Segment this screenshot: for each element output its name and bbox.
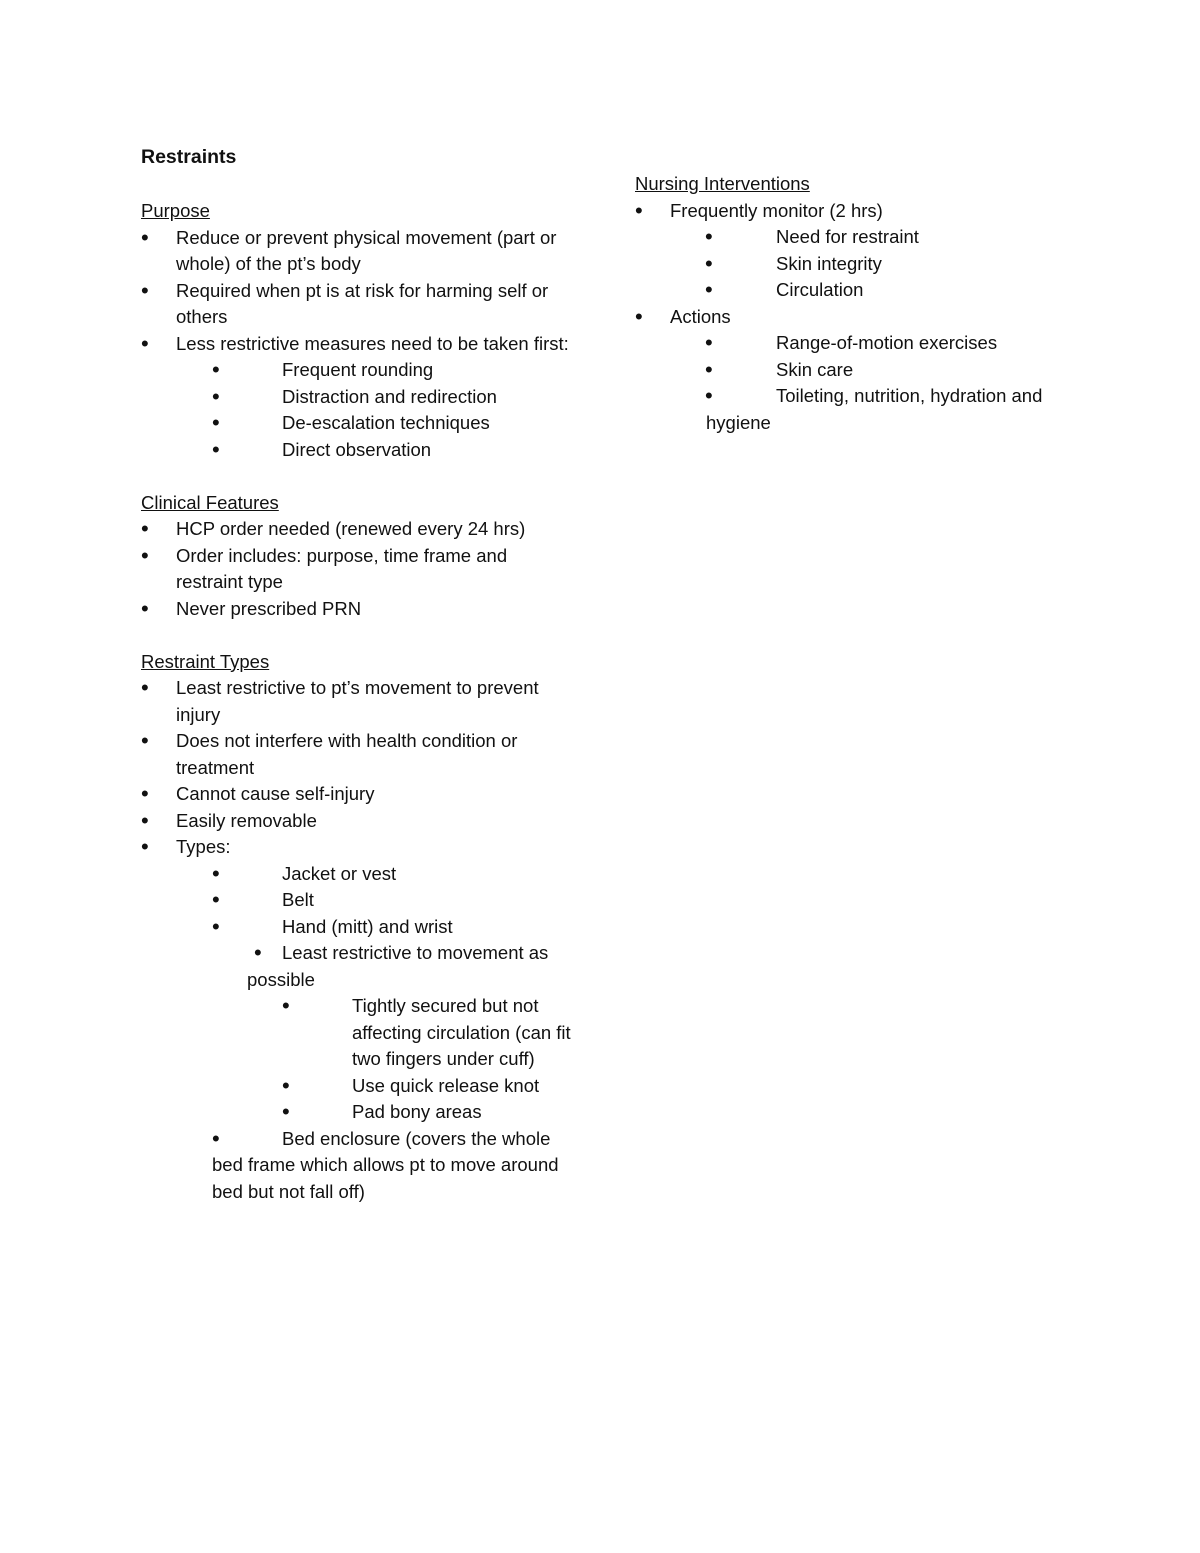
list-item: • Frequently monitor (2 hrs) <box>635 198 1055 225</box>
list-item: • Belt <box>141 887 571 914</box>
clinical-features-section <box>141 490 571 623</box>
right-column <box>635 171 1055 436</box>
restraint-types-section <box>141 649 571 1206</box>
list-item: • Range-of-motion exercises <box>635 330 1055 357</box>
list-item: • Distraction and redirection <box>141 384 571 411</box>
list-item: • Types: <box>141 834 571 861</box>
list-item: • Required when pt is at risk for harming self or others <box>141 278 571 331</box>
list-item: • Order includes: purpose, time frame and restraint type <box>141 543 571 596</box>
restraint-types-heading: Restraint Types <box>141 650 270 672</box>
nursing-interventions-heading: Nursing Interventions <box>635 173 810 194</box>
list-item: • Hand (mitt) and wrist <box>141 914 571 941</box>
list-item: • Reduce or prevent physical movement (part or whole) of the pt’s body <box>141 225 571 278</box>
clinical-features-list <box>141 516 571 622</box>
list-item: • Less restrictive measures need to be taken first: <box>141 331 571 358</box>
list-item: • Easily removable <box>141 808 571 835</box>
list-item: • Cannot cause self-injury <box>141 781 571 808</box>
purpose-list <box>141 225 571 464</box>
list-item: • Actions <box>635 304 1055 331</box>
list-item: • Does not interfere with health condition or treatment <box>141 728 571 781</box>
list-item: • Pad bony areas <box>141 1099 571 1126</box>
list-item: • Least restrictive to pt’s movement to prevent injury <box>141 675 571 728</box>
list-item: • Jacket or vest <box>141 861 571 888</box>
list-item: • Skin integrity <box>635 251 1055 278</box>
left-column <box>141 144 571 1232</box>
list-item: • Need for restraint <box>635 224 1055 251</box>
purpose-section <box>141 198 571 463</box>
list-item: • Least restrictive to movement as possible <box>141 940 571 993</box>
list-item: • Tightly secured but not affecting circulation (can fit two fingers under cuff) <box>141 993 571 1073</box>
clinical-features-heading: Clinical Features <box>141 491 279 513</box>
list-item: • Bed enclosure (covers the whole bed frame which allows pt to move around bed but not fall off) <box>141 1126 571 1206</box>
restraint-types-list <box>141 675 571 1205</box>
list-item: • HCP order needed (renewed every 24 hrs) <box>141 516 571 543</box>
list-item: • Skin care <box>635 357 1055 384</box>
purpose-heading: Purpose <box>141 200 210 221</box>
list-item: • Never prescribed PRN <box>141 596 571 623</box>
list-item: • Frequent rounding <box>141 357 571 384</box>
list-item: • Use quick release knot <box>141 1073 571 1100</box>
list-item: • Direct observation <box>141 437 571 464</box>
document-title: Restraints <box>141 146 237 168</box>
list-item: • Circulation <box>635 277 1055 304</box>
list-item: • De-escalation techniques <box>141 410 571 437</box>
nursing-interventions-list <box>635 198 1055 437</box>
list-item: • Toileting, nutrition, hydration and hygiene <box>635 383 1055 436</box>
